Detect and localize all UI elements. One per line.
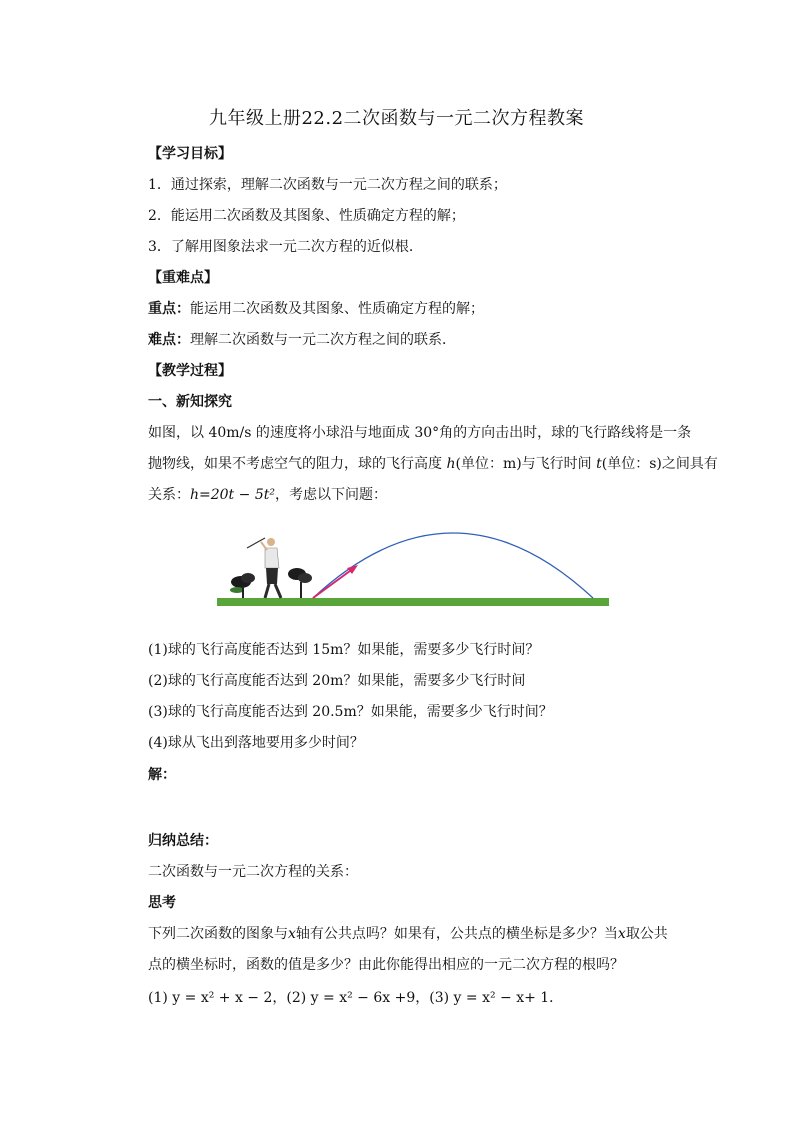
intro-text: 关系： [148, 487, 190, 503]
bush-right-icon [288, 568, 312, 598]
difficulty-label: 难点： [148, 332, 190, 348]
think-text: 轴有公共点吗？如果有，公共点的横坐标是多少？当 [295, 926, 618, 942]
question-item: (4)球从飞出到落地要用多少时间？ [148, 735, 364, 751]
intro-line-3 [148, 485, 733, 505]
think-line-1 [148, 924, 733, 944]
solution-label: 解： [148, 767, 176, 783]
difficulty-line [148, 330, 733, 350]
formula-height: h=20t − 5t² [190, 487, 275, 503]
keypoint-text: 能运用二次函数及其图象、性质确定方程的解； [190, 301, 484, 317]
objectives-heading: 【学习目标】 [148, 146, 232, 162]
launch-arrow [313, 568, 354, 598]
think-heading: 思考 [148, 895, 176, 911]
question-item: (1)球的飞行高度能否达到 15m？如果能，需要多少飞行时间？ [148, 642, 540, 658]
var-x: x [288, 926, 296, 942]
golfer-icon [247, 538, 281, 598]
objective-item: 1．通过探索，理解二次函数与一元二次方程之间的联系； [148, 177, 507, 193]
section1-heading: 一、新知探究 [148, 394, 232, 410]
summary-heading: 归纳总结： [148, 833, 218, 849]
var-t: t [596, 456, 602, 472]
think-line-2: 点的横坐标时，函数的值是多少？由此你能得出相应的一元二次方程的根吗？ [148, 957, 624, 973]
difficulty-text: 理解二次函数与一元二次方程之间的联系． [190, 332, 456, 348]
intro-text: (单位：m)与飞行时间 [455, 456, 597, 472]
golf-trajectory-figure [215, 528, 611, 610]
intro-text: (单位：s)之间具有 [601, 456, 718, 472]
objective-item: 3．了解用图象法求一元二次方程的近似根． [148, 239, 423, 255]
summary-text: 二次函数与一元二次方程的关系： [148, 864, 358, 880]
trajectory-arc [313, 533, 593, 598]
think-equations: (1) y = x² + x − 2，(2) y = x² − 6x +9，(3) y = x² − x+ 1． [148, 990, 564, 1006]
page-title: 九年级上册22.2二次函数与一元二次方程教案 [208, 108, 585, 129]
intro-text: 抛物线，如果不考虑空气的阻力，球的飞行高度 [148, 456, 447, 472]
intro-line-2 [148, 454, 733, 474]
question-item: (3)球的飞行高度能否达到 20.5m？如果能，需要多少飞行时间？ [148, 704, 553, 720]
objective-item: 2．能运用二次函数及其图象、性质确定方程的解； [148, 208, 465, 224]
var-x: x [617, 926, 626, 942]
think-text: 下列二次函数的图象与 [148, 926, 288, 942]
process-heading: 【教学过程】 [148, 363, 232, 379]
keypoints-heading: 【重难点】 [148, 270, 218, 286]
keypoint-line [148, 299, 733, 319]
question-item: (2)球的飞行高度能否达到 20m？如果能，需要多少飞行时间 [148, 673, 526, 689]
grass-ground [217, 598, 609, 606]
keypoint-label: 重点： [148, 301, 190, 317]
intro-line-1: 如图，以 40m/s 的速度将小球沿与地面成 30°角的方向击出时，球的飞行路线将是一条 [148, 425, 692, 441]
bush-left-icon [230, 573, 255, 598]
intro-text: ，考虑以下问题： [274, 487, 387, 503]
think-text: 取公共 [625, 926, 668, 942]
var-h: h [446, 456, 456, 472]
